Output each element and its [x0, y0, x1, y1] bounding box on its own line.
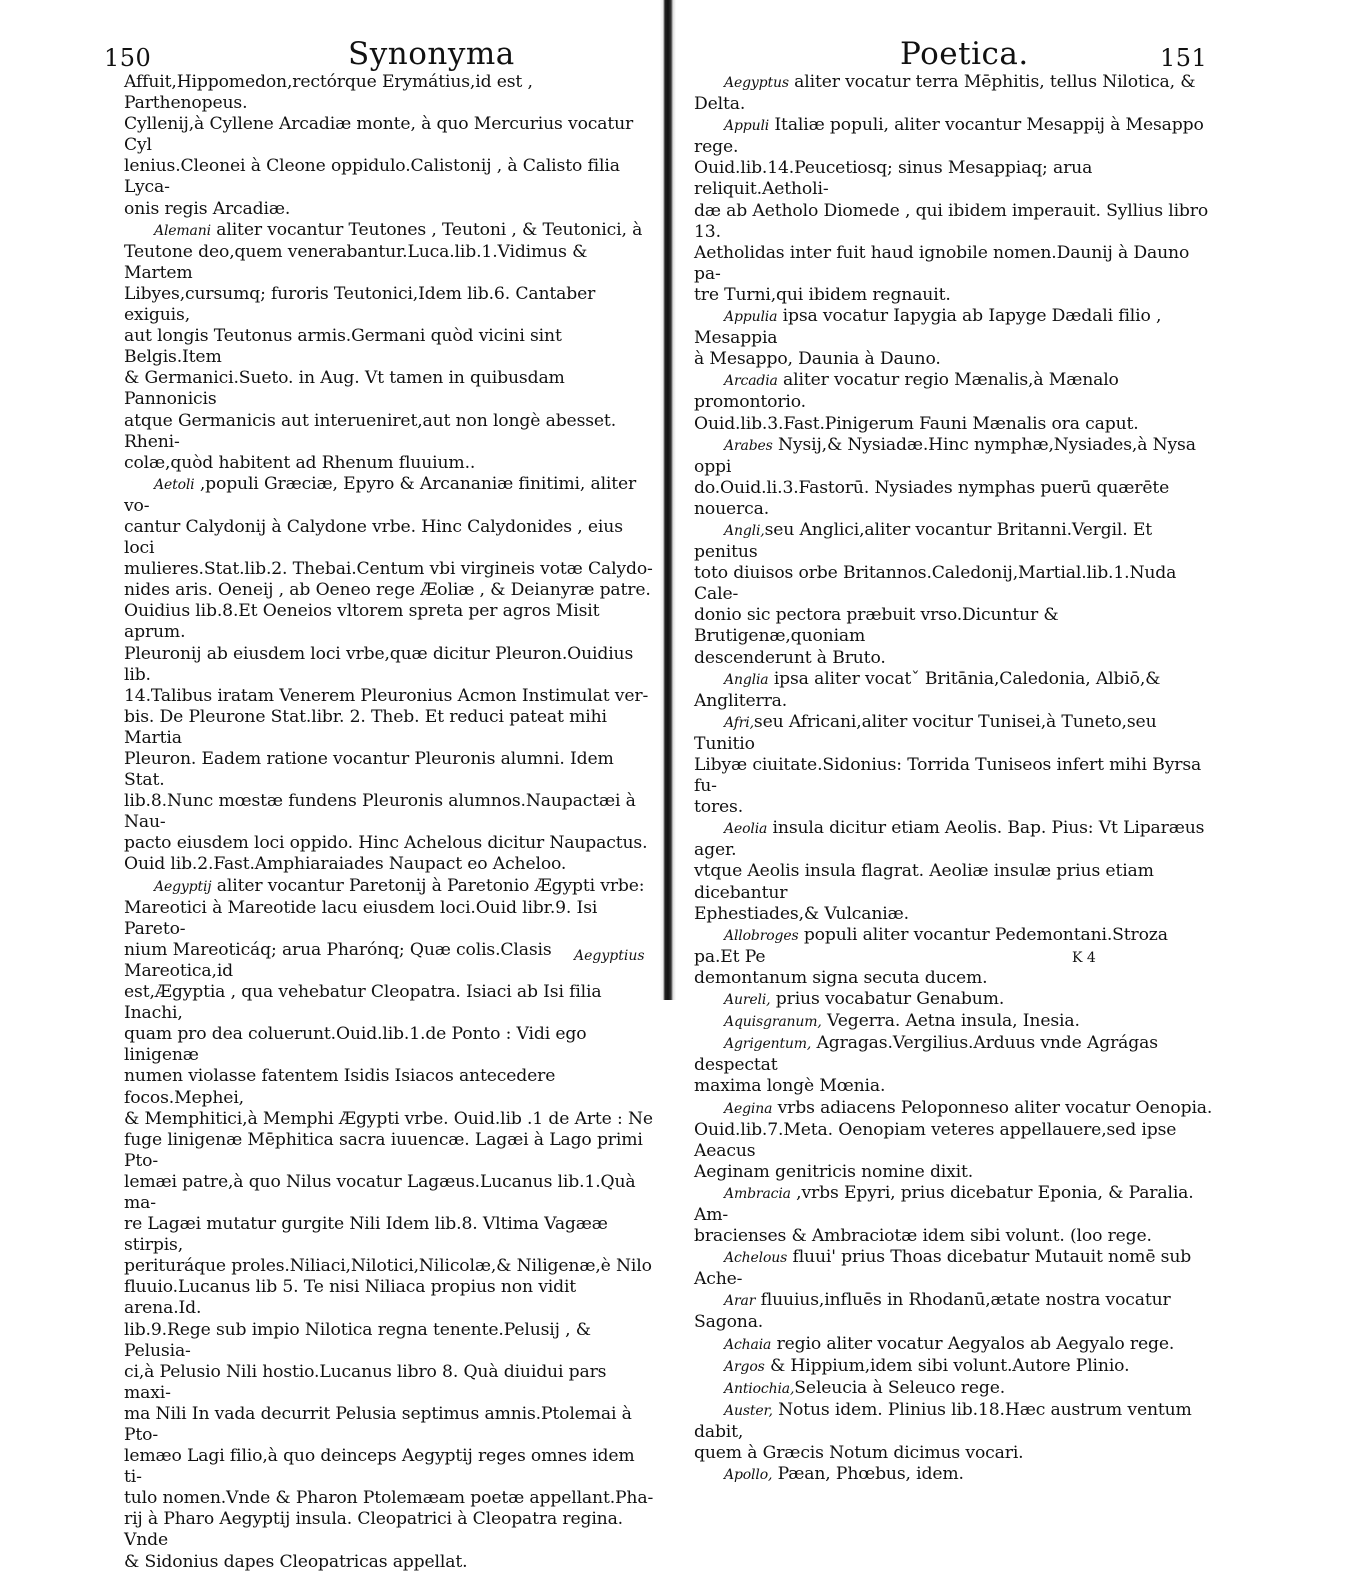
- text-line: Teutone deo,quem venerabantur.Luca.lib.1.Vidimus & Martem: [124, 241, 588, 283]
- paragraph: [694, 818, 1214, 924]
- entry-lemma: Auster,: [724, 1402, 773, 1419]
- text-line: maxima longè Mœnia.: [694, 1076, 886, 1097]
- text-line: dæ ab Aetholo Diomede , qui ibidem imperauit. Syllius libro 13.: [694, 200, 1209, 242]
- text-line: vrbs adiacens Peloponneso aliter vocatur Oenopia.: [772, 1097, 1213, 1118]
- paragraph: [694, 1356, 1214, 1378]
- paragraph: [694, 669, 1214, 712]
- text-line: Ouid.lib.7.Meta. Oenopiam veteres appellauere,sed ipse Aeacus: [694, 1119, 1177, 1161]
- text-line: & Memphitici,à Memphi Ægypti vrbe. Ouid.lib .1 de Arte : Ne: [124, 1108, 653, 1129]
- paragraph: [124, 220, 654, 474]
- text-line: descenderunt à Bruto.: [694, 647, 886, 668]
- text-line: seu Africani,aliter vocitur Tunisei,à Tuneto,seu Tunitio: [694, 711, 1157, 754]
- text-line: demontanum signa secuta ducem.: [694, 967, 988, 988]
- right-page: [676, 0, 1350, 1485]
- entry-lemma: Arar: [724, 1293, 756, 1310]
- text-line: Ouid lib.2.Fast.Amphiaraiades Naupact eo Acheloo.: [124, 854, 567, 875]
- paragraph: [694, 115, 1214, 306]
- entry-lemma: Aegina: [724, 1100, 773, 1117]
- text-line: & Sidonius dapes Cleopatricas appellat.: [124, 1551, 468, 1572]
- entry-lemma: Alemani: [154, 222, 211, 239]
- text-line: Mareotici à Mareotide lacu eiusdem loci.Ouid libr.9. Isi Pareto-: [124, 897, 598, 939]
- entry-lemma: Anglia: [724, 671, 769, 688]
- left-page-number: 150: [104, 44, 152, 72]
- entry-lemma: Aetoli: [154, 476, 195, 493]
- text-line: est,Ægyptia , qua vehebatur Cleopatra. Isiaci ab Isi filia Inachi,: [124, 982, 602, 1024]
- text-line: Aetholidas inter fuit haud ignobile nomen.Daunij à Dauno pa-: [694, 242, 1190, 284]
- entry-lemma: Aquisgranum,: [724, 1014, 822, 1031]
- text-line: Cyllenij,à Cyllene Arcadiæ monte, à quo Mercurius vocatur Cyl: [124, 114, 634, 156]
- text-line: Italiæ populi, aliter vocantur Mesappij à Mesappo rege.: [694, 115, 1204, 158]
- text-line: quem à Græcis Notum dicimus vocari.: [694, 1443, 1024, 1463]
- text-line: fluuio.Lucanus lib 5. Te nisi Niliaca propius non vidit arena.Id.: [124, 1277, 577, 1319]
- text-line: donio sic pectora præbuit vrso.Dicuntur & Brutigenæ,quoniam: [694, 605, 1059, 647]
- left-running-head: Synonyma: [348, 36, 515, 72]
- paragraph: [694, 1400, 1214, 1464]
- text-line: Aeginam genitricis nomine dixit.: [694, 1161, 974, 1182]
- text-line: ipsa aliter vocatˇ Britānia,Caledonia, Albiō,& Angliterra.: [694, 668, 1161, 711]
- text-line: tre Turni,qui ibidem regnauit.: [694, 284, 951, 305]
- text-line: Pæan, Phœbus, idem.: [772, 1464, 964, 1485]
- entry-lemma: Ambracia: [724, 1185, 791, 1202]
- text-line: & Hippium,idem sibi volunt.Autore Plinio.: [764, 1355, 1130, 1376]
- text-line: aliter vocantur Paretonij à Paretonio Ægypti vrbe:: [211, 875, 645, 896]
- entry-lemma: Arcadia: [724, 373, 778, 390]
- text-line: aliter vocantur Teutones , Teutoni , & Teutonici, à: [210, 219, 643, 240]
- text-line: bracienses & Ambraciotæ idem sibi volunt. (loo rege.: [694, 1226, 1152, 1247]
- text-line: Ouidius lib.8.Et Oeneios vltorem spreta per agros Misit aprum.: [124, 601, 600, 643]
- text-line: lib.9.Rege sub impio Nilotica regna tenente.Pelusij , & Pelusia-: [124, 1319, 591, 1361]
- paragraph: [694, 72, 1214, 115]
- paragraph: [694, 1098, 1214, 1183]
- text-line: 14.Talibus iratam Venerem Pleuronius Acmon Instimulat ver-: [124, 685, 649, 706]
- book-gutter: [660, 0, 676, 1000]
- right-body-text: [694, 72, 1214, 1486]
- paragraph: [694, 925, 1214, 989]
- text-line: mulieres.Stat.lib.2. Thebai.Centum vbi virgineis votæ Calydo-: [124, 559, 653, 580]
- paragraph: [124, 474, 654, 876]
- text-line: lemæo Lagi filio,à quo deinceps Aegyptij reges omnes idem ti-: [124, 1446, 635, 1488]
- entry-lemma: Aeolia: [724, 821, 768, 838]
- text-line: tulo nomen.Vnde & Pharon Ptolemæam poetæ appellant.Pha-: [124, 1488, 654, 1509]
- paragraph: [694, 712, 1214, 818]
- entry-lemma: Apollo,: [724, 1467, 773, 1484]
- text-line: vtque Aeolis insula flagrat. Aeoliæ insulæ prius etiam dicebantur: [694, 861, 1154, 903]
- text-line: Libyæ ciuitate.Sidonius: Torrida Tuniseos infert mihi Byrsa fu-: [694, 755, 1202, 797]
- entry-lemma: Allobroges: [724, 927, 799, 944]
- text-line: aut longis Teutonus armis.Germani quòd vicini sint Belgis.Item: [124, 326, 562, 368]
- text-line: cantur Calydonij à Calydone vrbe. Hinc Calydonides , eius loci: [124, 516, 623, 559]
- text-line: ci,à Pelusio Nili hostio.Lucanus libro 8. Quà diuidui pars maxi-: [124, 1361, 607, 1403]
- paragraph: [694, 1334, 1214, 1356]
- text-line: prius vocabatur Genabum.: [770, 989, 1005, 1010]
- text-line: toto diuisos orbe Britannos.Caledonij,Martial.lib.1.Nuda Cale-: [694, 563, 1177, 605]
- text-line: lenius.Cleonei à Cleone oppidulo.Calistonij , à Calisto filia Lyca-: [124, 156, 620, 198]
- entry-lemma: Arabes: [724, 437, 773, 454]
- text-line: Nysij,& Nysiadæ.Hinc nymphæ,Nysiades,à Nysa oppi: [694, 434, 1196, 477]
- text-line: perituráque proles.Niliaci,Nilotici,Nilicolæ,& Niligenæ,è Nilo: [124, 1256, 652, 1277]
- entry-lemma: Appulia: [724, 309, 778, 326]
- text-line: seu Anglici,aliter vocantur Britanni.Vergil. Et penitus: [694, 519, 1152, 563]
- text-line: ,vrbs Epyri, prius dicebatur Eponia, & Paralia. Am-: [694, 1182, 1194, 1225]
- paragraph: [694, 435, 1214, 520]
- paragraph: [124, 876, 654, 1573]
- text-line: do.Ouid.li.3.Fastorū. Nysiades nymphas puerū quærēte nouerca.: [694, 477, 1170, 519]
- entry-lemma: Achaia: [724, 1336, 772, 1353]
- text-line: ma Nili In vada decurrit Pelusia septimus amnis.Ptolemai à Pto-: [124, 1403, 632, 1445]
- text-line: quam pro dea coluerunt.Ouid.lib.1.de Ponto : Vidi ego linigenæ: [124, 1024, 587, 1066]
- text-line: Pleuron. Eadem ratione vocantur Pleuronis alumni. Idem Stat.: [124, 749, 614, 791]
- paragraph: [694, 1183, 1214, 1247]
- text-line: insula dicitur etiam Aeolis. Bap. Pius: Vt Liparæus ager.: [694, 818, 1205, 861]
- text-line: rij à Pharo Aegyptij insula. Cleopatrici à Cleopatra regina. Vnde: [124, 1509, 623, 1551]
- paragraph: [694, 1247, 1214, 1290]
- paragraph: [694, 1011, 1214, 1033]
- text-line: Seleucia à Seleuco rege.: [794, 1377, 1006, 1398]
- text-line: fluui' prius Thoas dicebatur Mutauit nomē sub Ache-: [694, 1247, 1192, 1290]
- text-line: re Lagæi mutatur gurgite Nili Idem lib.8. Vltima Vagææ stirpis,: [124, 1214, 608, 1256]
- text-line: Libyes,cursumq; furoris Teutonici,Idem lib.6. Cantaber exiguis,: [124, 283, 596, 326]
- entry-lemma: Achelous: [724, 1250, 788, 1267]
- text-line: Notus idem. Plinius lib.18.Hæc austrum ventum dabit,: [694, 1399, 1192, 1442]
- entry-lemma: Angli,: [724, 522, 765, 539]
- text-line: pacto eiusdem loci oppido. Hinc Achelous dicitur Naupactus.: [124, 833, 648, 854]
- paragraph: [694, 520, 1214, 669]
- entry-lemma: Aegyptus: [724, 75, 789, 91]
- right-page-number: 151: [1160, 44, 1208, 72]
- text-line: ipsa vocatur Iapygia ab Iapyge Dædali filio , Mesappia: [694, 306, 1162, 349]
- paragraph: [694, 306, 1214, 370]
- text-line: à Mesappo, Daunia à Dauno.: [694, 349, 941, 370]
- text-line: Affuit,Hippomedon,rectórque Erymátius,id est , Parthenopeus.: [124, 72, 533, 114]
- paragraph: [124, 72, 654, 220]
- text-line: fluuius,influēs in Rhodanū,ætate nostra vocatur Sagona.: [694, 1290, 1171, 1333]
- paragraph: [694, 1033, 1214, 1097]
- signature-mark: K 4: [1072, 950, 1096, 966]
- paragraph: [694, 1378, 1214, 1400]
- text-line: numen violasse fatentem Isidis Isiacos antecedere focos.Mephei,: [124, 1066, 556, 1108]
- text-line: nides aris. Oeneij , ab Oeneo rege Æoliæ , & Deianyræ patre.: [124, 580, 651, 601]
- entry-lemma: Appuli: [724, 118, 770, 135]
- text-line: populi aliter vocantur Pedemontani.Stroza pa.Et Pe: [694, 924, 1168, 967]
- paragraph: [694, 989, 1214, 1011]
- text-line: colæ,quòd habitent ad Rhenum fluuium..: [124, 452, 476, 473]
- text-line: ,populi Græciæ, Epyro & Arcananiæ finitimi, aliter vo-: [124, 473, 637, 516]
- text-line: lib.8.Nunc mœstæ fundens Pleuronis alumnos.Naupactæi à Nau-: [124, 791, 636, 833]
- text-line: regio aliter vocatur Aegyalos ab Aegyalo rege.: [771, 1333, 1175, 1354]
- text-line: aliter vocatur regio Mænalis,à Mænalo promontorio.: [694, 370, 1119, 413]
- text-line: bis. De Pleurone Stat.libr. 2. Theb. Et reduci pateat mihi Martia: [124, 706, 607, 748]
- right-running-head: Poetica.: [900, 36, 1029, 72]
- text-line: Pleuronij ab eiusdem loci vrbe,quæ dicitur Pleuron.Ouidius lib.: [124, 643, 634, 685]
- left-catchword: Aegyptius: [574, 948, 645, 964]
- text-line: lemæi patre,à quo Nilus vocatur Lagæus.Lucanus lib.1.Quà ma-: [124, 1171, 636, 1213]
- text-line: Ouid.lib.3.Fast.Pinigerum Fauni Mænalis ora caput.: [694, 413, 1139, 434]
- paragraph: [694, 370, 1214, 434]
- left-page: [0, 0, 660, 1572]
- left-body-text: [124, 72, 654, 1573]
- entry-lemma: Aureli,: [724, 992, 771, 1009]
- text-line: fuge linigenæ Mēphitica sacra iuuencæ. Lagæi à Lago primi Pto-: [124, 1129, 643, 1171]
- entry-lemma: Agrigentum,: [724, 1036, 812, 1053]
- entry-lemma: Afri,: [724, 714, 754, 731]
- text-line: onis regis Arcadiæ.: [124, 198, 291, 219]
- text-line: Agragas.Vergilius.Arduus vnde Agrágas despectat: [694, 1033, 1158, 1076]
- text-line: tores.: [694, 797, 744, 818]
- text-line: Ephestiades,& Vulcaniæ.: [694, 903, 909, 924]
- text-line: atque Germanicis aut interueniret,aut non longè abesset. Rheni-: [124, 410, 617, 452]
- text-line: & Germanici.Sueto. in Aug. Vt tamen in quibusdam Pannonicis: [124, 368, 565, 410]
- text-line: Vegerra. Aetna insula, Inesia.: [821, 1011, 1080, 1032]
- entry-lemma: Antiochia,: [724, 1380, 795, 1397]
- text-line: aliter vocatur terra Mēphitis, tellus Nilotica, & Delta.: [694, 72, 1196, 115]
- entry-lemma: Argos: [724, 1358, 765, 1375]
- entry-lemma: Aegyptij: [154, 878, 212, 895]
- paragraph: [694, 1464, 1214, 1486]
- paragraph: [694, 1290, 1214, 1333]
- text-line: nium Mareoticáq; arua Pharónq; Quæ colis.Clasis Mareotica,id: [124, 939, 552, 981]
- text-line: Ouid.lib.14.Peucetiosq; sinus Mesappiaq; arua reliquit.Aetholi-: [694, 158, 1093, 200]
